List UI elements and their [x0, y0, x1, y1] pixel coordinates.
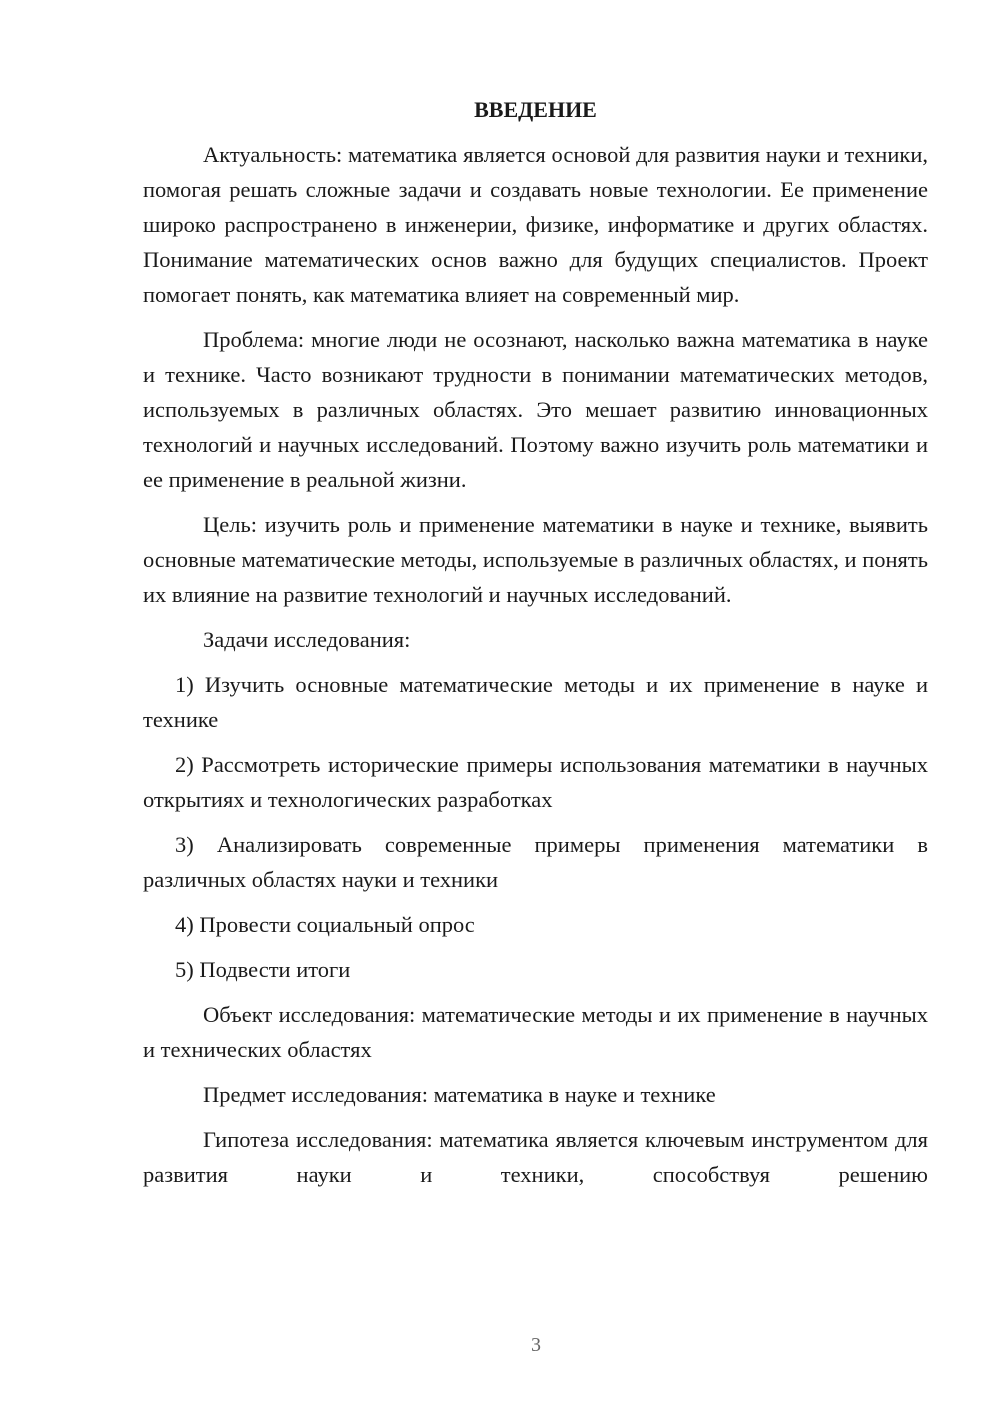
tasks-list: [143, 667, 928, 987]
paragraph-problem: Проблема: многие люди не осознают, насколько важна математика в науке и технике. Часто возникают трудности в понимании математических методов, используемых в различных областях. Это мешает развитию инновационных технологий и научных исследований. Поэтому важно изучить роль математики и ее применение в реальной жизни.: [143, 327, 928, 492]
tasks-heading: Задачи исследования:: [203, 627, 411, 652]
document-page: [143, 92, 928, 1202]
section-title: ВВЕДЕНИЕ: [474, 97, 597, 122]
list-item: 1) Изучить основные математические методы и их применение в науке и технике: [143, 672, 928, 732]
list-item: 3) Анализировать современные примеры применения математики в различных областях науки и техники: [143, 832, 928, 892]
paragraph-object: Объект исследования: математические методы и их применение в научных и технических областях: [143, 1002, 928, 1062]
list-item: 2) Рассмотреть исторические примеры использования математики в научных открытиях и технологических разработках: [143, 752, 928, 812]
paragraph-goal: Цель: изучить роль и применение математики в науке и технике, выявить основные математические методы, используемые в различных областях, и понять их влияние на развитие технологий и научных исследований.: [143, 512, 928, 607]
paragraph-hypothesis: Гипотеза исследования: математика является ключевым инструментом для развития науки и техники, способствуя решению: [143, 1127, 928, 1187]
paragraph-subject: Предмет исследования: математика в науке и технике: [203, 1082, 716, 1107]
list-item: 5) Подвести итоги: [175, 957, 351, 982]
page-number: 3: [531, 1334, 541, 1356]
paragraph-relevance: Актуальность: математика является основой для развития науки и техники, помогая решать сложные задачи и создавать новые технологии. Ее применение широко распространено в инженерии, физике, информатике и других областях. Понимание математических основ важно для будущих специалистов. Проект помогает понять, как математика влияет на современный мир.: [143, 142, 928, 307]
list-item: 4) Провести социальный опрос: [175, 912, 475, 937]
